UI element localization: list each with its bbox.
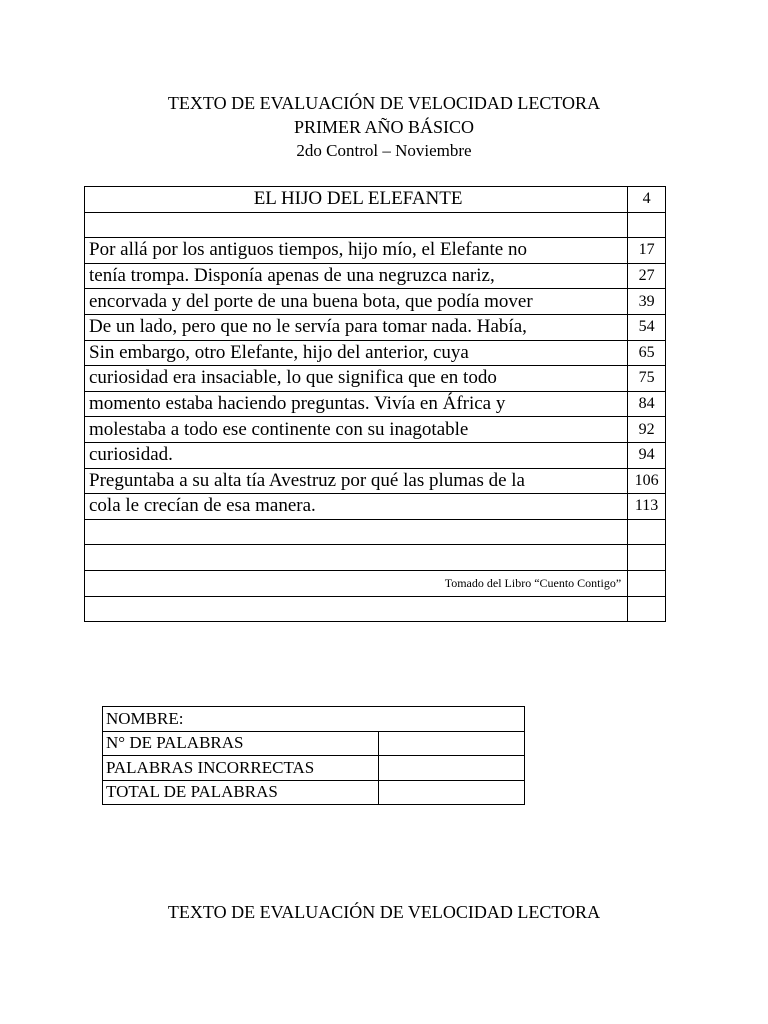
cumulative-count: 27 [628, 263, 666, 289]
title-word-count: 4 [628, 187, 666, 213]
text-row [85, 314, 666, 340]
document-title: TEXTO DE EVALUACIÓN DE VELOCIDAD LECTORA [167, 93, 601, 113]
text-line: Sin embargo, otro Elefante, hijo del anterior, cuya [85, 340, 628, 366]
text-row [85, 238, 666, 264]
text-line: Preguntaba a su alta tía Avestruz por qué las plumas de la [85, 468, 628, 494]
reading-title-row [85, 187, 666, 213]
text-line: Por allá por los antiguos tiempos, hijo mío, el Elefante no [85, 238, 628, 264]
source-citation: Tomado del Libro “Cuento Contigo” [85, 570, 628, 596]
blank-row [85, 545, 666, 571]
total-words-row [103, 780, 525, 805]
reading-table [84, 186, 666, 622]
word-count-field[interactable] [378, 731, 524, 756]
cumulative-count: 39 [628, 289, 666, 315]
cumulative-count: 94 [628, 442, 666, 468]
cumulative-count: 54 [628, 314, 666, 340]
source-row [85, 570, 666, 596]
word-count-row [103, 731, 525, 756]
blank-row [85, 519, 666, 545]
incorrect-words-label: PALABRAS INCORRECTAS [103, 756, 379, 781]
next-document-title: TEXTO DE EVALUACIÓN DE VELOCIDAD LECTORA [167, 902, 601, 922]
cumulative-count: 106 [628, 468, 666, 494]
text-line: De un lado, pero que no le servía para tomar nada. Había, [85, 314, 628, 340]
word-count-label: N° DE PALABRAS [103, 731, 379, 756]
text-line: molestaba a todo ese continente con su inagotable [85, 417, 628, 443]
blank-row [85, 596, 666, 622]
text-line: curiosidad. [85, 442, 628, 468]
blank-row [85, 212, 666, 238]
text-row [85, 391, 666, 417]
document-header [0, 91, 768, 163]
text-line: tenía trompa. Disponía apenas de una negruzca nariz, [85, 263, 628, 289]
text-row [85, 366, 666, 392]
cumulative-count: 75 [628, 366, 666, 392]
cumulative-count: 65 [628, 340, 666, 366]
text-row [85, 417, 666, 443]
control-subtitle: 2do Control – Noviembre [296, 141, 472, 160]
incorrect-words-field[interactable] [378, 756, 524, 781]
incorrect-words-row [103, 756, 525, 781]
cumulative-count: 84 [628, 391, 666, 417]
text-row [85, 340, 666, 366]
reading-title: EL HIJO DEL ELEFANTE [85, 187, 628, 213]
text-line: curiosidad era insaciable, lo que significa que en todo [85, 366, 628, 392]
text-row [85, 494, 666, 520]
name-row [103, 707, 525, 732]
text-row [85, 289, 666, 315]
grade-level: PRIMER AÑO BÁSICO [293, 117, 475, 137]
text-line: cola le crecían de esa manera. [85, 494, 628, 520]
total-words-label: TOTAL DE PALABRAS [103, 780, 379, 805]
score-table [102, 706, 525, 805]
total-words-field[interactable] [378, 780, 524, 805]
cumulative-count: 113 [628, 494, 666, 520]
text-line: encorvada y del porte de una buena bota, que podía mover [85, 289, 628, 315]
name-label: NOMBRE: [103, 707, 525, 732]
text-row [85, 442, 666, 468]
next-page-header [0, 900, 768, 924]
cumulative-count: 17 [628, 238, 666, 264]
text-row [85, 263, 666, 289]
text-row [85, 468, 666, 494]
text-line: momento estaba haciendo preguntas. Vivía en África y [85, 391, 628, 417]
cumulative-count: 92 [628, 417, 666, 443]
